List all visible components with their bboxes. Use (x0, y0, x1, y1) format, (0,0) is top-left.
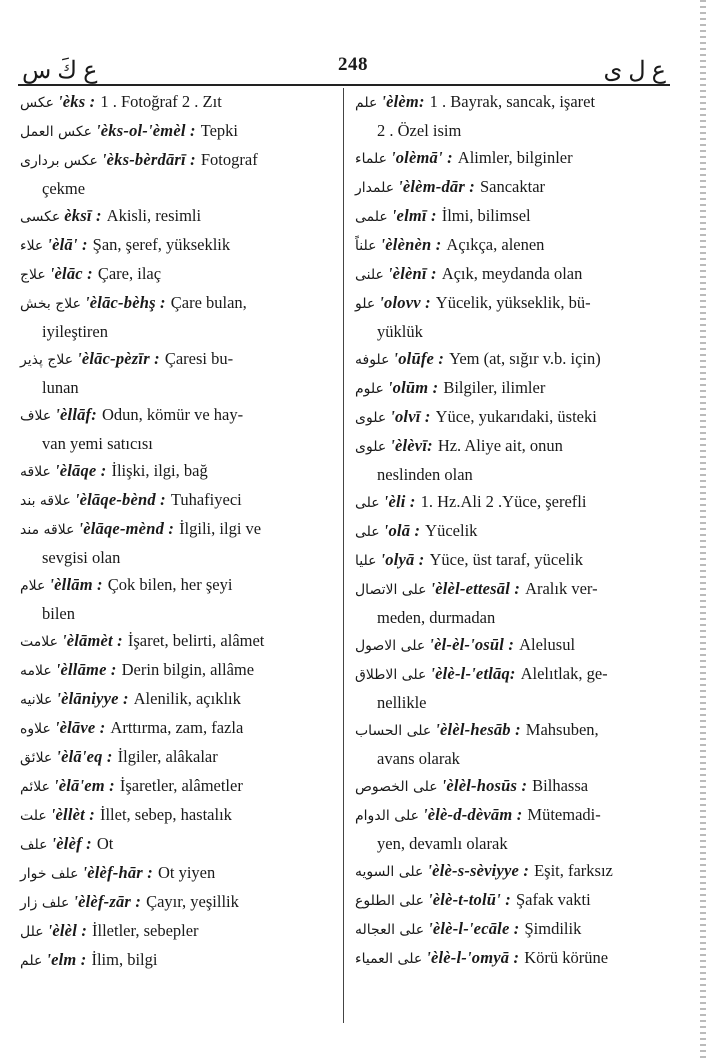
entry-definition: Mütemadi- (527, 805, 601, 824)
entry-arabic: علوى (355, 410, 387, 426)
entry-headline (355, 173, 661, 202)
entry-definition: Çok bilen, her şeyi (107, 575, 233, 594)
entry-definition: İşaretler, alâmetler (119, 776, 243, 795)
entry-headline (355, 857, 661, 886)
dictionary-entry (20, 457, 338, 486)
entry-definition: 1 . Fotoğraf 2 . Zıt (100, 92, 222, 111)
entry-definition-continued: lunan (42, 378, 79, 397)
entry-headline (20, 401, 338, 430)
entry-arabic: علل (20, 924, 44, 940)
entry-arabic: عكس العمل (20, 124, 92, 140)
entry-arabic: علاقه مند (20, 522, 75, 538)
entry-definition: Odun, kömür ve hay- (101, 405, 244, 424)
entry-arabic: على الطلوع (355, 893, 424, 909)
entry-definition-continued: meden, durmadan (377, 608, 496, 627)
entry-transliteration: 'olā : (383, 521, 421, 540)
entry-definition: Eşit, farksız (534, 861, 613, 880)
dictionary-entry (20, 260, 338, 289)
entry-definition: Sancaktar (479, 177, 546, 196)
entry-definition: Akisli, resimli (106, 206, 202, 225)
entry-definition-continued: 2 . Özel isim (377, 121, 462, 140)
entry-definition: İlişki, ilgi, bağ (111, 461, 208, 480)
entry-arabic: علو (355, 296, 376, 312)
dictionary-entry (355, 289, 661, 345)
entry-arabic: على الحساب (355, 723, 432, 739)
dictionary-entry (20, 946, 338, 975)
dictionary-entry (20, 202, 338, 231)
entry-transliteration: 'èlāve : (54, 718, 106, 737)
entry-definition: Şafak vakti (515, 890, 591, 909)
entry-headline (355, 403, 661, 432)
entry-arabic: على السويه (355, 864, 424, 880)
entry-definition: Alelusul (519, 635, 576, 654)
entry-arabic: على (355, 495, 380, 511)
entry-definition: İlmi, bilimsel (441, 206, 531, 225)
entry-transliteration: 'èlāqe-mènd : (78, 519, 175, 538)
entry-definition: Çayır, yeşillik (146, 892, 239, 911)
entry-definition-continued: çekme (42, 179, 86, 198)
dictionary-entry (20, 401, 338, 457)
entry-headline (20, 917, 338, 946)
entry-headline (355, 432, 661, 461)
dictionary-entry (20, 231, 338, 260)
entry-definition: Şimdilik (524, 919, 582, 938)
entry-definition: Bilgiler, ilimler (443, 378, 546, 397)
entry-transliteration: 'èlè-t-tolū' : (427, 890, 511, 909)
entry-headline (20, 685, 338, 714)
entry-transliteration: 'èllāme : (55, 660, 117, 679)
entry-definition: Alenilik, açıklık (133, 689, 241, 708)
entry-transliteration: 'èlèl : (47, 921, 88, 940)
dictionary-entry (355, 202, 661, 231)
entry-arabic: علاقه (20, 464, 51, 480)
entry-definition: Körü körüne (524, 948, 609, 967)
dictionary-entry (355, 631, 661, 660)
dictionary-entry (20, 656, 338, 685)
entry-arabic: علم (20, 953, 43, 969)
entry-transliteration: 'olyā : (380, 550, 425, 569)
entry-headline (20, 830, 338, 859)
entry-definition-continued: yen, devamlı olarak (377, 834, 508, 853)
entry-arabic: علامه (20, 663, 52, 679)
dictionary-entry (355, 173, 661, 202)
entry-transliteration: 'èlèf-zār : (73, 892, 142, 911)
entry-transliteration: 'olovv : (379, 293, 431, 312)
dictionary-entry (355, 88, 661, 144)
entry-transliteration: 'èlèf : (51, 834, 92, 853)
entry-transliteration: 'èlāc : (49, 264, 93, 283)
entry-arabic: علائق (20, 750, 53, 766)
entry-transliteration: 'olūm : (387, 378, 439, 397)
entry-headline (20, 231, 338, 260)
entry-arabic: علمى (355, 209, 388, 225)
dictionary-entry (355, 517, 661, 546)
dictionary-entry (355, 403, 661, 432)
entry-arabic: على العمياء (355, 951, 423, 967)
entry-headline (20, 743, 338, 772)
entry-arabic: علناً (355, 238, 377, 254)
dictionary-entry (20, 486, 338, 515)
dictionary-entry (355, 488, 661, 517)
entry-headline (355, 801, 661, 830)
entry-headline (355, 374, 661, 403)
dictionary-entry (355, 231, 661, 260)
entry-arabic: علائم (20, 779, 50, 795)
entry-headline (20, 260, 338, 289)
entry-transliteration: 'olvī : (390, 407, 431, 426)
entry-arabic: عكس (20, 95, 54, 111)
entry-definition: Yem (at, sığır v.b. için) (449, 349, 601, 368)
entry-definition: İlgiler, alâkalar (117, 747, 218, 766)
dictionary-entry (20, 571, 338, 627)
entry-arabic: علماء (355, 151, 387, 167)
entry-headline (20, 772, 338, 801)
entry-definition: Tuhafiyeci (170, 490, 242, 509)
entry-headline (355, 144, 661, 173)
entry-transliteration: 'èlè-l-'omyā : (426, 948, 520, 967)
dictionary-entry (20, 289, 338, 345)
entry-headline (355, 517, 661, 546)
entry-transliteration: 'èlè-s-sèviyye : (427, 861, 530, 880)
entry-definition: 1 . Bayrak, sancak, işaret (429, 92, 596, 111)
entry-definition: Fotograf (200, 150, 258, 169)
entry-headline (355, 772, 661, 801)
entry-arabic: علف (20, 837, 48, 853)
dictionary-entry (20, 515, 338, 571)
entry-headline (355, 660, 661, 689)
entry-definition-continued: avans olarak (377, 749, 460, 768)
entry-transliteration: 'èlènī : (387, 264, 437, 283)
page-number: 248 (338, 54, 368, 75)
entry-headline (20, 656, 338, 685)
entry-definition-continued: yüklük (377, 322, 423, 341)
entry-headline (20, 345, 338, 374)
entry-arabic: علاج (20, 267, 46, 283)
entry-definition: İlletler, sebepler (92, 921, 199, 940)
entry-definition: Tepki (200, 121, 239, 140)
entry-arabic: عكس بردارى (20, 153, 98, 169)
entry-definition: Aralık ver- (525, 579, 598, 598)
entry-transliteration: 'èlèm-dār : (398, 177, 475, 196)
entry-headline (20, 117, 338, 146)
entry-definition-continued: van yemi satıcısı (42, 434, 153, 453)
entry-transliteration: 'èks : (57, 92, 96, 111)
right-column (355, 88, 661, 973)
entry-definition: İlim, bilgi (91, 950, 158, 969)
entry-arabic: علت (20, 808, 47, 824)
header-right-arabic: ع ل ى (603, 58, 666, 84)
entry-transliteration: 'èlā' : (47, 235, 88, 254)
entry-definition: Arttırma, zam, fazla (110, 718, 244, 737)
dictionary-entry (20, 888, 338, 917)
entry-definition: 1. Hz.Ali 2 .Yüce, şerefli (420, 492, 587, 511)
entry-arabic: على الاطلاق (355, 667, 427, 683)
entry-arabic: علنى (355, 267, 384, 283)
entry-arabic: على الاتصال (355, 582, 427, 598)
header-left-arabic: ع كَ س (22, 58, 98, 84)
entry-headline (355, 546, 661, 575)
entry-headline (355, 289, 661, 318)
entry-transliteration: 'èlènèn : (380, 235, 442, 254)
entry-definition: Alelıtlak, ge- (520, 664, 608, 683)
entry-arabic: علف خوار (20, 866, 79, 882)
left-column (20, 88, 338, 975)
entry-definition: Ot (96, 834, 114, 853)
entry-definition: Yüce, yukarıdaki, üsteki (435, 407, 597, 426)
entry-arabic: علاف (20, 408, 52, 424)
dictionary-entry (20, 830, 338, 859)
dictionary-entry (20, 859, 338, 888)
entry-transliteration: 'èks-bèrdārī : (101, 150, 196, 169)
entry-transliteration: 'èlèvī: (390, 436, 433, 455)
entry-headline (20, 888, 338, 917)
entry-headline (20, 202, 338, 231)
entry-arabic: على الخصوص (355, 779, 438, 795)
entry-arabic: على العجاله (355, 922, 425, 938)
entry-arabic: علمدار (355, 180, 395, 196)
entry-definition: Ot yiyen (157, 863, 216, 882)
dictionary-entry (20, 146, 338, 202)
entry-definition: Hz. Aliye ait, onun (437, 436, 563, 455)
entry-definition: Alimler, bilginler (457, 148, 573, 167)
entry-transliteration: 'olūfe : (393, 349, 445, 368)
entry-definition: Bilhassa (532, 776, 589, 795)
entry-transliteration: 'èlā'em : (53, 776, 115, 795)
entry-transliteration: 'èlāmèt : (61, 631, 123, 650)
entry-headline (20, 946, 338, 975)
entry-headline (20, 486, 338, 515)
dictionary-entry (355, 575, 661, 631)
entry-headline (355, 231, 661, 260)
dictionary-entry (355, 374, 661, 403)
entry-headline (20, 515, 338, 544)
entry-transliteration: 'èlāc-bèhş : (84, 293, 166, 312)
entry-definition: Yücelik (425, 521, 478, 540)
entry-transliteration: 'èlèf-hār : (82, 863, 153, 882)
entry-definition-continued: sevgisi olan (42, 548, 121, 567)
entry-arabic: علانيه (20, 692, 53, 708)
entry-definition: İlgili, ilgi ve (179, 519, 262, 538)
entry-arabic: على الدوام (355, 808, 419, 824)
entry-transliteration: 'èlè-l-'etlāq: (430, 664, 516, 683)
entry-arabic: عليا (355, 553, 377, 569)
entry-transliteration: 'èlè-d-dèvām : (422, 805, 523, 824)
entry-definition: Çare, ilaç (97, 264, 162, 283)
entry-headline (20, 88, 338, 117)
entry-arabic: علوم (355, 381, 384, 397)
entry-arabic: عكسى (20, 209, 61, 225)
entry-definition: Yüce, üst taraf, yücelik (429, 550, 583, 569)
entry-arabic: علاء (20, 238, 44, 254)
entry-transliteration: 'olèmā' : (390, 148, 453, 167)
entry-arabic: على (355, 524, 380, 540)
entry-headline (20, 801, 338, 830)
entry-headline (355, 631, 661, 660)
entry-transliteration: 'èlāniyye : (56, 689, 129, 708)
entry-transliteration: 'èli : (383, 492, 416, 511)
entry-headline (355, 202, 661, 231)
entry-arabic: علاج پذير (20, 352, 74, 368)
page-edge (700, 0, 706, 1058)
dictionary-entry (20, 714, 338, 743)
entry-headline (355, 575, 661, 604)
entry-headline (355, 886, 661, 915)
entry-definition: İşaret, belirti, alâmet (127, 631, 265, 650)
dictionary-entry (355, 716, 661, 772)
entry-headline (355, 260, 661, 289)
entry-transliteration: 'èllām : (49, 575, 103, 594)
entry-arabic: علوى (355, 439, 387, 455)
column-divider (343, 88, 344, 1023)
entry-headline (20, 457, 338, 486)
dictionary-entry (20, 627, 338, 656)
entry-transliteration: 'èlèl-ettesāl : (430, 579, 521, 598)
dictionary-entry (355, 432, 661, 488)
entry-transliteration: 'elm : (46, 950, 87, 969)
entry-arabic: علام (20, 578, 46, 594)
entry-definition: Açıkça, alenen (446, 235, 545, 254)
entry-headline (20, 627, 338, 656)
header-rule (18, 84, 670, 86)
entry-headline (355, 915, 661, 944)
dictionary-entry (20, 801, 338, 830)
entry-headline (355, 88, 661, 117)
dictionary-entry (20, 345, 338, 401)
entry-arabic: علم (355, 95, 378, 111)
entry-definition-continued: iyileştiren (42, 322, 108, 341)
entry-definition-continued: nellikle (377, 693, 427, 712)
entry-transliteration: 'èlāqe-bènd : (74, 490, 166, 509)
entry-arabic: علاج بخش (20, 296, 81, 312)
entry-transliteration: 'èlèl-hesāb : (435, 720, 521, 739)
entry-arabic: علف زار (20, 895, 70, 911)
dictionary-entry (355, 886, 661, 915)
dictionary-entry (355, 260, 661, 289)
dictionary-entry (355, 944, 661, 973)
entry-arabic: علاوه (20, 721, 51, 737)
dictionary-entry (20, 772, 338, 801)
entry-arabic: علامت (20, 634, 58, 650)
entry-headline (355, 716, 661, 745)
entry-definition: Mahsuben, (525, 720, 599, 739)
entry-transliteration: 'èlāc-pèzīr : (77, 349, 160, 368)
dictionary-entry (20, 117, 338, 146)
dictionary-entry (355, 915, 661, 944)
dictionary-entry (355, 660, 661, 716)
entry-transliteration: 'èlāqe : (54, 461, 107, 480)
dictionary-entry (355, 857, 661, 886)
entry-transliteration: 'èllèt : (50, 805, 95, 824)
entry-arabic: على الاصول (355, 638, 426, 654)
dictionary-entry (355, 144, 661, 173)
entry-transliteration: 'èlā'eq : (56, 747, 113, 766)
entry-definition: Çaresi bu- (164, 349, 234, 368)
dictionary-entry (355, 801, 661, 857)
dictionary-entry (20, 917, 338, 946)
entry-definition-continued: neslinden olan (377, 465, 473, 484)
entry-arabic: علاقه بند (20, 493, 71, 509)
entry-headline (355, 944, 661, 973)
entry-headline (20, 859, 338, 888)
entry-definition: İllet, sebep, hastalık (99, 805, 232, 824)
entry-headline (20, 146, 338, 175)
entry-definition: Şan, şeref, yükseklik (92, 235, 231, 254)
dictionary-entry (355, 345, 661, 374)
dictionary-entry (355, 546, 661, 575)
entry-arabic: علوفه (355, 352, 390, 368)
entry-transliteration: 'èl-èl-'osūl : (429, 635, 515, 654)
entry-transliteration: 'èlèl-hosūs : (441, 776, 528, 795)
entry-definition: Çare bulan, (170, 293, 247, 312)
entry-transliteration: 'èlèm: (381, 92, 425, 111)
dictionary-entry (20, 685, 338, 714)
entry-transliteration: èksī : (64, 206, 102, 225)
page-header (0, 50, 706, 84)
entry-definition-continued: bilen (42, 604, 75, 623)
entry-headline (20, 714, 338, 743)
entry-headline (355, 345, 661, 374)
entry-headline (20, 571, 338, 600)
entry-definition: Yücelik, yükseklik, bü- (435, 293, 591, 312)
dictionary-entry (20, 88, 338, 117)
entry-transliteration: 'èks-ol-'èmèl : (96, 121, 196, 140)
entry-transliteration: 'èlè-l-'ecāle : (428, 919, 520, 938)
entry-headline (20, 289, 338, 318)
entry-definition: Derin bilgin, allâme (121, 660, 255, 679)
entry-headline (355, 488, 661, 517)
entry-transliteration: 'èllāf: (55, 405, 97, 424)
dictionary-entry (20, 743, 338, 772)
entry-definition: Açık, meydanda olan (441, 264, 583, 283)
dictionary-entry (355, 772, 661, 801)
entry-transliteration: 'elmī : (391, 206, 437, 225)
